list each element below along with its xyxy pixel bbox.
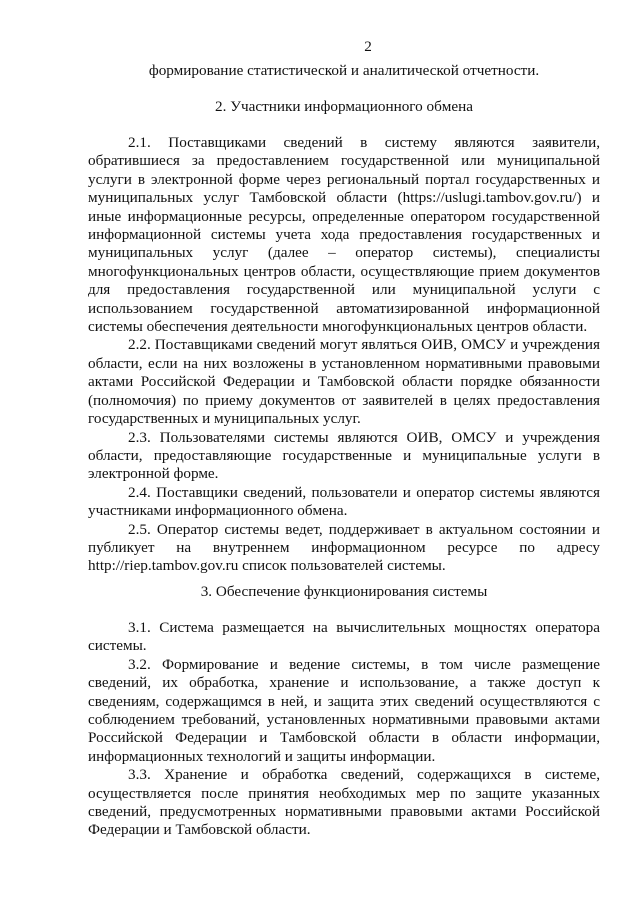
intro-line: формирование статистической и аналитической отчетности. [148, 62, 540, 79]
paragraph-3-3: 3.3. Хранение и обработка сведений, содержащихся в системе, осуществляется после принятия необходимых мер по защите указанных сведений, предусмотренных нормативными правовыми актами Российской Федерации и Тамбовской области. [88, 766, 600, 839]
page-number: 2 [364, 38, 372, 55]
paragraph-3-1: 3.1. Система размещается на вычислительных мощностях оператора системы. [88, 619, 600, 655]
section-2-body [88, 134, 600, 576]
paragraph-3-2: 3.2. Формирование и ведение системы, в том числе размещение сведений, их обработка, хранение и использование, а также доступ к сведениям, содержащимся в ней, и защита этих сведений осуществляются с соблюдением требований, установленных нормативными правовыми актами Российской Федерации и Тамбовской области в области информации, информационных технологий и защиты информации. [88, 655, 600, 765]
section-2-heading: 2. Участники информационного обмена [215, 98, 473, 115]
paragraph-2-5: 2.5. Оператор системы ведет, поддерживает в актуальном состоянии и публикует на внутреннем информационном ресурсе по адресу http://riep.tambov.gov.ru список пользователей системы. [88, 520, 600, 575]
section-3-heading: 3. Обеспечение функционирования системы [200, 583, 488, 600]
paragraph-2-4: 2.4. Поставщики сведений, пользователи и оператор системы являются участниками информационного обмена. [88, 483, 600, 520]
section-3-body [88, 619, 600, 840]
paragraph-2-1: 2.1. Поставщиками сведений в систему являются заявители, обратившиеся за предоставлением государственной или муниципальной услуги в электронной форме через региональный портал государственных и муниципальных услуг Тамбовской области (https://uslugi.tambov.gov.ru/) и иные информационные ресурсы, определенные оператором государственной информационной системы учета хода предоставления государственных и муниципальных услуг (далее – оператор системы), специалисты многофункциональных центров области, осуществляющие прием документов для предоставления государственной или муниципальной услуги с использованием государственной автоматизированной информационной системы обеспечения деятельности многофункциональных центров области. [88, 134, 600, 336]
paragraph-2-2: 2.2. Поставщиками сведений могут являться ОИВ, ОМСУ и учреждения области, если на них возложены в установленном нормативными правовыми актами Российской Федерации и Тамбовской области порядке обязанности (полномочия) по приему документов от заявителей в целях предоставления государственных и муниципальных услуг. [88, 336, 600, 428]
paragraph-2-3: 2.3. Пользователями системы являются ОИВ, ОМСУ и учреждения области, предоставляющие государственные и муниципальные услуги в электронной форме. [88, 428, 600, 483]
